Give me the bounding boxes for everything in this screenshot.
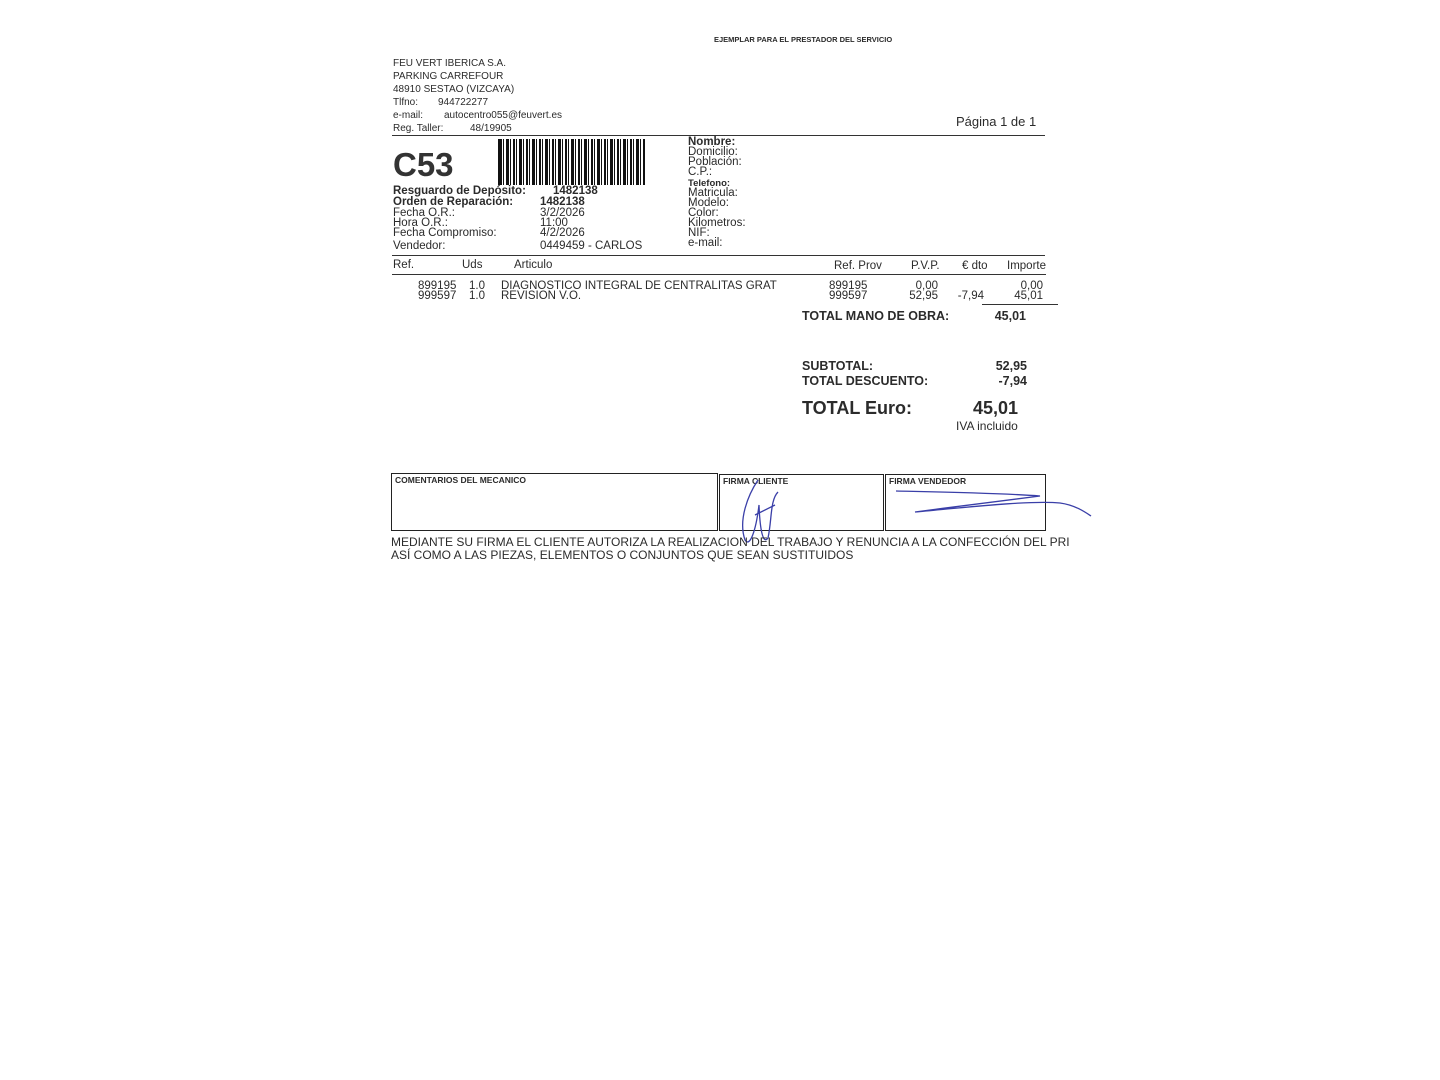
reg-label: Reg. Taller: bbox=[393, 123, 444, 134]
email-label: e-mail: bbox=[393, 110, 424, 121]
cell-ref: 999597 bbox=[418, 290, 457, 302]
commit-label: Fecha Compromiso: bbox=[393, 227, 497, 239]
col-pvp: P.V.P. bbox=[911, 260, 940, 272]
col-importe: Importe bbox=[1007, 260, 1046, 272]
col-ref: Ref. bbox=[393, 259, 415, 271]
company-name: FEU VERT IBERICA S.A. bbox=[393, 58, 506, 69]
cell-articulo: REVISION V.O. bbox=[501, 290, 582, 302]
cell-articulo: DIAGNOSTICO INTEGRAL DE CENTRALITAS GRAT bbox=[501, 280, 777, 292]
seller-signature-label: FIRMA VENDEDOR bbox=[889, 476, 967, 486]
col-dto: € dto bbox=[962, 260, 988, 272]
labour-label: TOTAL MANO DE OBRA: bbox=[802, 309, 950, 323]
reg-value: 48/19905 bbox=[470, 123, 512, 134]
col-articulo: Articulo bbox=[514, 259, 553, 271]
cell-pvp: 52,95 bbox=[909, 290, 938, 302]
order-code: C53 bbox=[393, 146, 454, 183]
deposit-label: Resguardo de Depósito: bbox=[393, 185, 526, 197]
cell-ref-prov: 999597 bbox=[829, 290, 868, 302]
page-number: Página 1 de 1 bbox=[956, 114, 1037, 129]
commit-value: 4/2/2026 bbox=[540, 227, 585, 239]
cell-ref: 899195 bbox=[418, 280, 457, 292]
authorization-text-line2: ASÍ COMO A LAS PIEZAS, ELEMENTOS O CONJUNTOS QUE SEAN SUSTITUIDOS bbox=[391, 548, 854, 562]
discount-label: TOTAL DESCUENTO: bbox=[802, 374, 929, 388]
vat-note: IVA incluido bbox=[956, 419, 1018, 433]
discount-value: -7,94 bbox=[998, 374, 1027, 388]
customer-matricula-label: Matricula: bbox=[688, 187, 738, 199]
repair-label: Orden de Reparación: bbox=[393, 196, 514, 208]
mechanic-comments-label: COMENTARIOS DEL MECANICO bbox=[395, 475, 526, 485]
cell-pvp: 0,00 bbox=[915, 280, 938, 292]
customer-poblacion-label: Población: bbox=[688, 156, 742, 168]
client-signature-label: FIRMA CLIENTE bbox=[723, 476, 789, 486]
cell-uds: 1.0 bbox=[469, 280, 485, 292]
deposit-value: 1482138 bbox=[553, 185, 598, 197]
seller-label: Vendedor: bbox=[393, 240, 446, 252]
customer-cp-label: C.P.: bbox=[688, 166, 713, 178]
total-value: 45,01 bbox=[972, 398, 1018, 418]
cell-uds: 1.0 bbox=[469, 290, 485, 302]
subtotal-label: SUBTOTAL: bbox=[802, 359, 874, 373]
subtotal-value: 52,95 bbox=[995, 359, 1027, 373]
customer-telefono-label: Telefono: bbox=[688, 178, 731, 189]
customer-modelo-label: Modelo: bbox=[688, 197, 729, 209]
customer-domicilio-label: Domicilio: bbox=[688, 146, 738, 158]
email-value: autocentro055@feuvert.es bbox=[444, 110, 563, 121]
authorization-text-line1: MEDIANTE SU FIRMA EL CLIENTE AUTORIZA LA REALIZACION DEL TRABAJO Y RENUNCIA A LA CONFECCIÓN DEL PRI bbox=[391, 535, 1070, 549]
phone-value: 944722277 bbox=[438, 97, 489, 108]
cell-dto: -7,94 bbox=[957, 290, 984, 302]
repair-value: 1482138 bbox=[540, 196, 585, 208]
col-uds: Uds bbox=[462, 259, 483, 271]
customer-email-label: e-mail: bbox=[688, 237, 723, 249]
cell-importe: 45,01 bbox=[1014, 290, 1043, 302]
labour-value: 45,01 bbox=[994, 309, 1026, 323]
company-site: PARKING CARREFOUR bbox=[393, 71, 504, 82]
phone-label: Tlfno: bbox=[393, 97, 419, 108]
date-label: Fecha O.R.: bbox=[393, 207, 455, 219]
copy-label: EJEMPLAR PARA EL PRESTADOR DEL SERVICIO bbox=[714, 35, 893, 44]
customer-nif-label: NIF: bbox=[688, 227, 710, 239]
customer-kilometros-label: Kilometros: bbox=[688, 217, 746, 229]
seller-signature-icon bbox=[896, 491, 1091, 516]
total-label: TOTAL Euro: bbox=[802, 398, 912, 418]
time-value: 11:00 bbox=[540, 217, 568, 229]
cell-ref-prov: 899195 bbox=[829, 280, 868, 292]
customer-nombre-label: Nombre: bbox=[688, 136, 736, 148]
col-ref-prov: Ref. Prov bbox=[834, 260, 882, 272]
cell-importe: 0,00 bbox=[1020, 280, 1043, 292]
date-value: 3/2/2026 bbox=[540, 207, 585, 219]
seller-value: 0449459 - CARLOS bbox=[540, 240, 643, 252]
time-label: Hora O.R.: bbox=[393, 217, 448, 229]
customer-color-label: Color: bbox=[688, 207, 719, 219]
company-address: 48910 SESTAO (VIZCAYA) bbox=[393, 84, 515, 95]
client-signature-icon bbox=[743, 480, 778, 542]
